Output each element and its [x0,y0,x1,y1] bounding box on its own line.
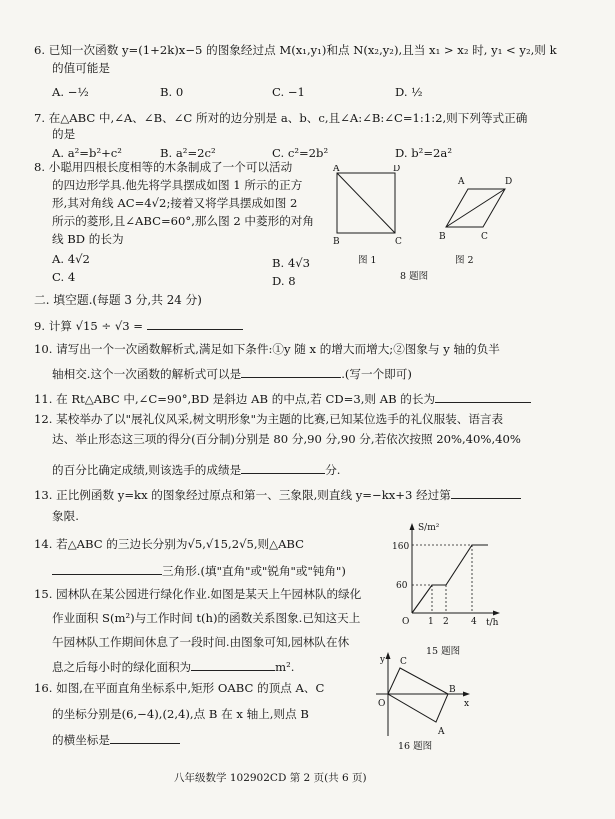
q15-function-line [412,545,488,613]
q12-line1: 12. 某校举办了以"展礼仪风采,树文明形象"为主题的比赛,已知某位选手的礼仪服装、语言表 [34,412,504,426]
q8-figure-title: 8 题图 [400,271,429,282]
q13-answer-blank [451,487,521,499]
fig2-label-d: D [505,177,513,187]
q16-origin-label: O [378,699,386,709]
q6-option-b: B. 0 [160,85,184,99]
q10-line1: 10. 请写出一个一次函数解析式,满足如下条件:①y 随 x 的增大而增大;②图象与 y 轴的负半 [34,342,500,356]
q16-graph [372,650,482,738]
q8-line1: 8. 小聪用四根长度相等的木条制成了一个可以活动 [34,160,293,174]
q14-line2: 三角形.(填"直角"或"锐角"或"钝角") [52,563,346,579]
q13-line1: 13. 正比例函数 y=kx 的图象经过原点和第一、三象限,则直线 y=−kx+3 经过第 [34,487,521,503]
q16-answer-blank [110,732,180,744]
q6-line1: 6. 已知一次函数 y=(1+2k)x−5 的图象经过点 M(x₁,y₁)和点 N(x₂,y₂),且当 x₁ > x₂ 时, y₁ < y₂,则 k [34,43,557,57]
q16-caption: 16 题图 [398,741,433,752]
q9-text: 9. 计算 √15 ÷ √3 = [34,318,243,334]
q6-option-d: D. ½ [395,85,423,99]
q15-line2: 作业面积 S(m²)与工作时间 t(h)的函数关系图象.已知这天上 [52,611,361,625]
q16-rectangle-oabc [388,668,448,722]
q9-answer-blank [147,318,243,330]
q6-option-a: A. −½ [52,85,89,99]
q7-option-d: D. b²=2a² [395,146,452,160]
fig2-label-c: C [481,232,488,242]
q12-answer-blank [241,462,325,474]
square-figure [332,165,402,247]
fig1-label-b: B [333,237,340,247]
q15-answer-blank [191,659,275,671]
q12-line2: 达、举止形态这三项的得分(百分制)分别是 80 分,90 分,90 分,若依次按照 20%,40%,40% [52,432,521,446]
q10-line2: 轴相交.这个一次函数的解析式可以是 .(写一个即可) [52,367,412,381]
q16-line3: 的横坐标是 [52,732,180,748]
q8-line2: 的四边形学具.他先将学具摆成如图 1 所示的正方 [52,178,303,192]
q16-line2: 的坐标分别是(6,−4),(2,4),点 B 在 x 轴上,则点 B [52,707,309,721]
fig1-label-a: A [333,165,340,174]
q8-line3: 形,其对角线 AC=4√2;接着又将学具摆成如图 2 [52,196,298,210]
q16-line1: 16. 如图,在平面直角坐标系中,矩形 OABC 的顶点 A、C [34,681,325,695]
q11-text: 11. 在 Rt△ABC 中,∠C=90°,BD 是斜边 AB 的中点,若 CD=3,则 AB 的长为 [34,391,531,407]
page-footer: 八年级数学 102902CD 第 2 页(共 6 页) [174,772,367,784]
q7-option-b: B. a²=2c² [160,146,216,160]
q12-line3: 的百分比确定成绩,则该选手的成绩是 分. [52,463,341,477]
q8-option-a: A. 4√2 [52,252,90,266]
q15-origin-label: O [402,617,410,627]
q7-option-c: C. c²=2b² [272,146,329,160]
fig2-label-b: B [439,232,446,242]
q14-line1: 14. 若△ABC 的三边长分别为√5,√15,2√5,则△ABC [34,537,305,551]
q11-answer-blank [435,391,531,403]
q15-line1: 15. 园林队在某公园进行绿化作业.如图是某天上午园林队的绿化 [34,587,362,601]
q6-option-c: C. −1 [272,85,305,99]
q15-ytick-60: 60 [396,581,408,591]
q15-caption: 15 题图 [426,646,461,657]
q16-x-axis-label: x [464,699,470,709]
q13-line2: 象限. [52,509,79,523]
rhombus-figure [439,177,512,242]
q10-answer-blank [241,366,341,378]
q16-y-axis-label: y [380,655,386,665]
q15-y-axis-label: S/m² [418,523,440,533]
q15-x-axis-label: t/h [486,618,499,628]
q8-option-d: D. 8 [272,274,296,288]
fig2-caption: 图 2 [455,255,474,266]
q6-line2: 的值可能是 [52,61,110,75]
q8-line4: 所示的菱形,且∠ABC=60°,那么图 2 中菱形的对角 [52,214,314,228]
q8-option-c: C. 4 [52,270,76,284]
q15-graph [384,517,504,639]
q16-point-a-label: A [438,727,445,737]
q15-xtick-4: 4 [471,617,477,627]
q14-answer-blank [52,563,162,575]
fig1-caption: 图 1 [358,255,377,266]
q15-line4: 息之后每小时的绿化面积为 m². [52,660,295,674]
q7-line1: 7. 在△ABC 中,∠A、∠B、∠C 所对的边分别是 a、b、c,且∠A:∠B:∠C=1:1:2,则下列等式正确 [34,111,528,125]
q8-option-b: B. 4√3 [272,256,311,270]
section-heading: 二. 填空题.(每题 3 分,共 24 分) [34,293,202,307]
q8-line5: 线 BD 的长为 [52,232,124,246]
q15-xtick-1: 1 [428,617,434,627]
q15-xtick-2: 2 [443,617,449,627]
q15-ytick-160: 160 [392,542,410,552]
fig1-label-c: C [395,237,402,247]
q16-point-c-label: C [400,657,407,667]
q7-option-a: A. a²=b²+c² [52,146,122,160]
q16-point-b-label: B [449,685,456,695]
fig1-label-d: D [393,165,401,174]
fig2-label-a: A [458,177,465,187]
q15-line3: 午园林队工作期间休息了一段时间.由图象可知,园林队在休 [52,635,350,649]
q7-line2: 的是 [52,127,76,141]
